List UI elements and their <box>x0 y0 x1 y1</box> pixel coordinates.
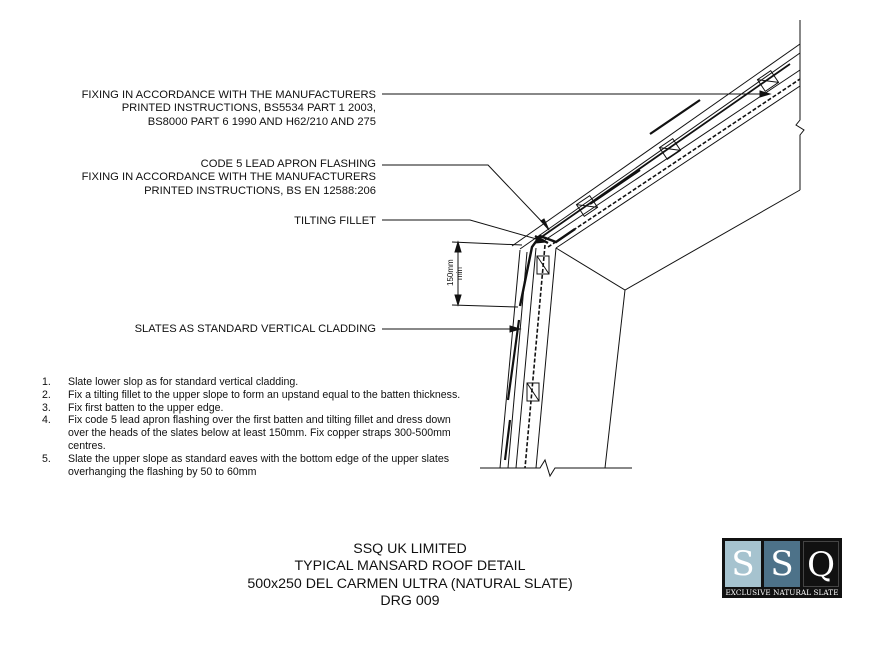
callout-fixing-line: FIXING IN ACCORDANCE WITH THE MANUFACTURERS <box>81 89 376 101</box>
drawing-title: TYPICAL MANSARD ROOF DETAIL <box>294 558 526 575</box>
note-item <box>42 402 462 415</box>
callout-lead-line: PRINTED INSTRUCTIONS, BS EN 12588:206 <box>144 184 376 197</box>
company-name: SSQ UK LIMITED <box>353 541 467 557</box>
callout-fixing-line: BS8000 PART 6 1990 AND H62/210 AND 275 <box>147 115 376 128</box>
note-number: 4. <box>42 414 51 427</box>
note-item <box>42 389 462 402</box>
note-item <box>42 414 462 452</box>
note-text: Fix first batten to the upper edge. <box>68 401 224 414</box>
notes-list <box>42 376 462 478</box>
dimension-suffix-label <box>455 267 464 280</box>
lower-battens <box>527 256 549 401</box>
note-item <box>42 453 462 479</box>
logo-letter: Q <box>803 541 839 587</box>
callout-lead-line: FIXING IN ACCORDANCE WITH THE MANUFACTURERS <box>81 171 376 184</box>
dimension-label <box>446 259 455 286</box>
note-text: Fix a tilting fillet to the upper slope to form an upstand equal to the batten thickness. <box>68 388 461 401</box>
ssq-logo <box>722 538 842 598</box>
callout-fixing <box>30 89 376 129</box>
note-text: Fix code 5 lead apron flashing over the first batten and tilting fillet and dress down over the heads of the slates below at least 150mm. Fix copper straps 300-500mm centres. <box>68 414 451 452</box>
note-number: 2. <box>42 388 51 401</box>
callout-lead-line: CODE 5 LEAD APRON FLASHING <box>200 158 376 170</box>
note-text: Slate lower slop as for standard vertical cladding. <box>68 376 299 388</box>
callout-lead-flashing <box>30 158 376 198</box>
lower-slope <box>500 229 575 468</box>
note-text: Slate the upper slope as standard eaves with the bottom edge of the upper slates overhanging the flashing by 50 to 60mm <box>68 452 450 478</box>
callout-tilting-fillet: TILTING FILLET <box>294 215 376 227</box>
logo-tagline: EXCLUSIVE NATURAL SLATE <box>725 588 839 597</box>
logo-letter: S <box>725 541 761 587</box>
drawing-number: DRG 009 <box>380 593 440 610</box>
note-item <box>42 376 462 389</box>
product-name: 500x250 DEL CARMEN ULTRA (NATURAL SLATE) <box>247 575 573 592</box>
note-number: 5. <box>42 452 51 465</box>
title-block <box>190 541 630 611</box>
note-number: 3. <box>42 401 51 414</box>
note-number: 1. <box>42 376 51 388</box>
dimension-value: 150mm <box>446 259 455 286</box>
dimension-suffix: min <box>455 267 464 280</box>
leader-lines <box>382 91 770 332</box>
callout-slates: SLATES AS STANDARD VERTICAL CLADDING <box>134 323 376 335</box>
logo-letter: S <box>764 541 800 587</box>
upper-slope <box>512 20 804 249</box>
callout-fixing-line: PRINTED INSTRUCTIONS, BS5534 PART 1 2003, <box>121 102 376 115</box>
